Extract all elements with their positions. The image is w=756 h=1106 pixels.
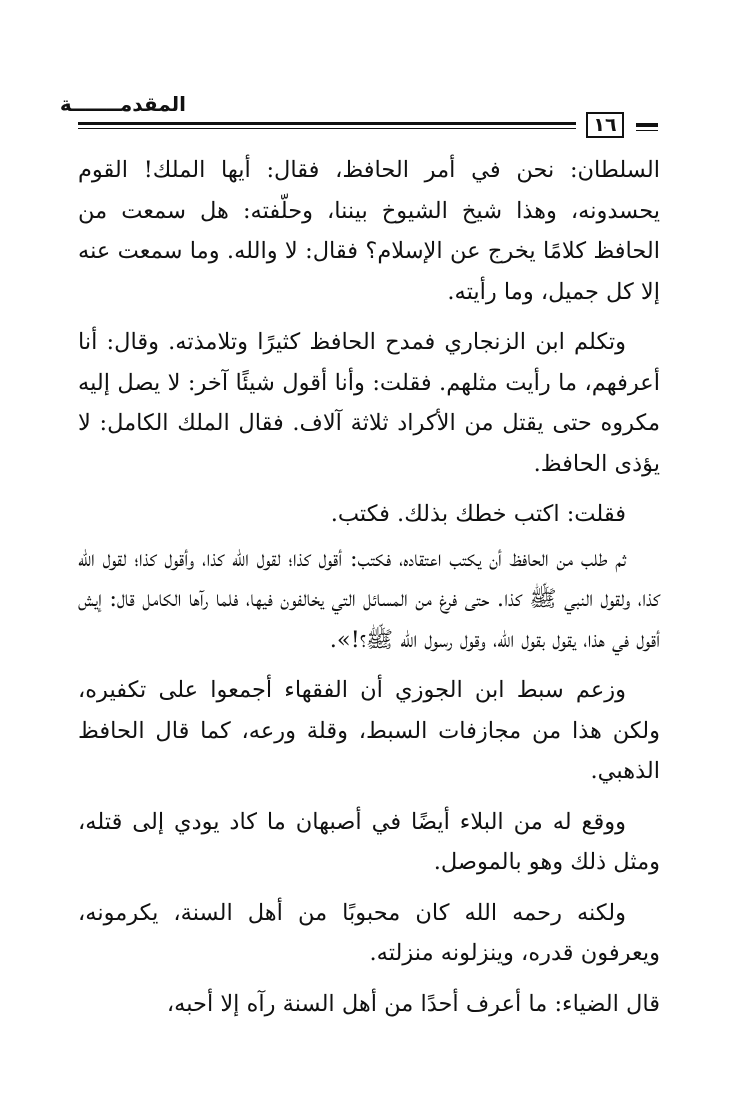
header-rule — [78, 118, 576, 132]
header-rule-thin-line — [78, 128, 576, 129]
paragraph: وزعم سبط ابن الجوزي أن الفقهاء أجمعوا على تكفيره، ولكن هذا من مجازفات السبط، وقلة ورعه، كما قال الحافظ الذهبي. — [78, 677, 660, 784]
paragraph: ثم طلب من الحافظ أن يكتب اعتقاده، فكتب: أقول كذا؛ لقول الله كذا، وأقول كذا؛ لقول الله كذا، ولقول النبي ﷺ كذا. حتى فرغ من المسائل التي يخالفون فيها، فلما رآها الكامل قال: إيش أقول في هذا، يقول بقول الله، وقول رسول الله ﷺ؟!». — [78, 545, 660, 653]
page-number: ١٦ — [586, 112, 624, 138]
paragraph: ولكنه رحمه الله كان محبوبًا من أهل السنة، يكرمونه، ويعرفون قدره، وينزلونه منزلته. — [78, 899, 660, 966]
paragraph: قال الضياء: ما أعرف أحدًا من أهل السنة رآه إلا أحبه، — [166, 990, 660, 1017]
header-ornament-dash-thin — [636, 130, 658, 131]
running-title: المقدمـــــــة — [59, 92, 186, 116]
paragraph: ووقع له من البلاء أيضًا في أصبهان ما كاد يودي إلى قتله، ومثل ذلك وهو بالموصل. — [78, 808, 660, 875]
paragraph: وتكلم ابن الزنجاري فمدح الحافظ كثيرًا وتلامذته. وقال: أنا أعرفهم، ما رأيت مثلهم. فقلت: وأنا أقول شيئًا آخر: لا يصل إليه مكروه حتى يقتل من الأكراد ثلاثة آلاف. فقال الملك الكامل: لا يؤذى الحافظ. — [78, 329, 660, 477]
body-text — [78, 150, 660, 1034]
header-ornament-dash — [636, 123, 658, 127]
paragraph: السلطان: نحن في أمر الحافظ، فقال: أيها الملك! القوم يحسدونه، وهذا شيخ الشيوخ بيننا، وحلّفته: هل سمعت من الحافظ كلامًا يخرج عن الإسلام؟ فقال: لا والله. وما سمعت عنه إلا كل جميل، وما رأيته. — [78, 157, 660, 305]
paragraph: فقلت: اكتب خطك بذلك. فكتب. — [330, 501, 626, 527]
header-rule-thick-line — [78, 122, 576, 125]
